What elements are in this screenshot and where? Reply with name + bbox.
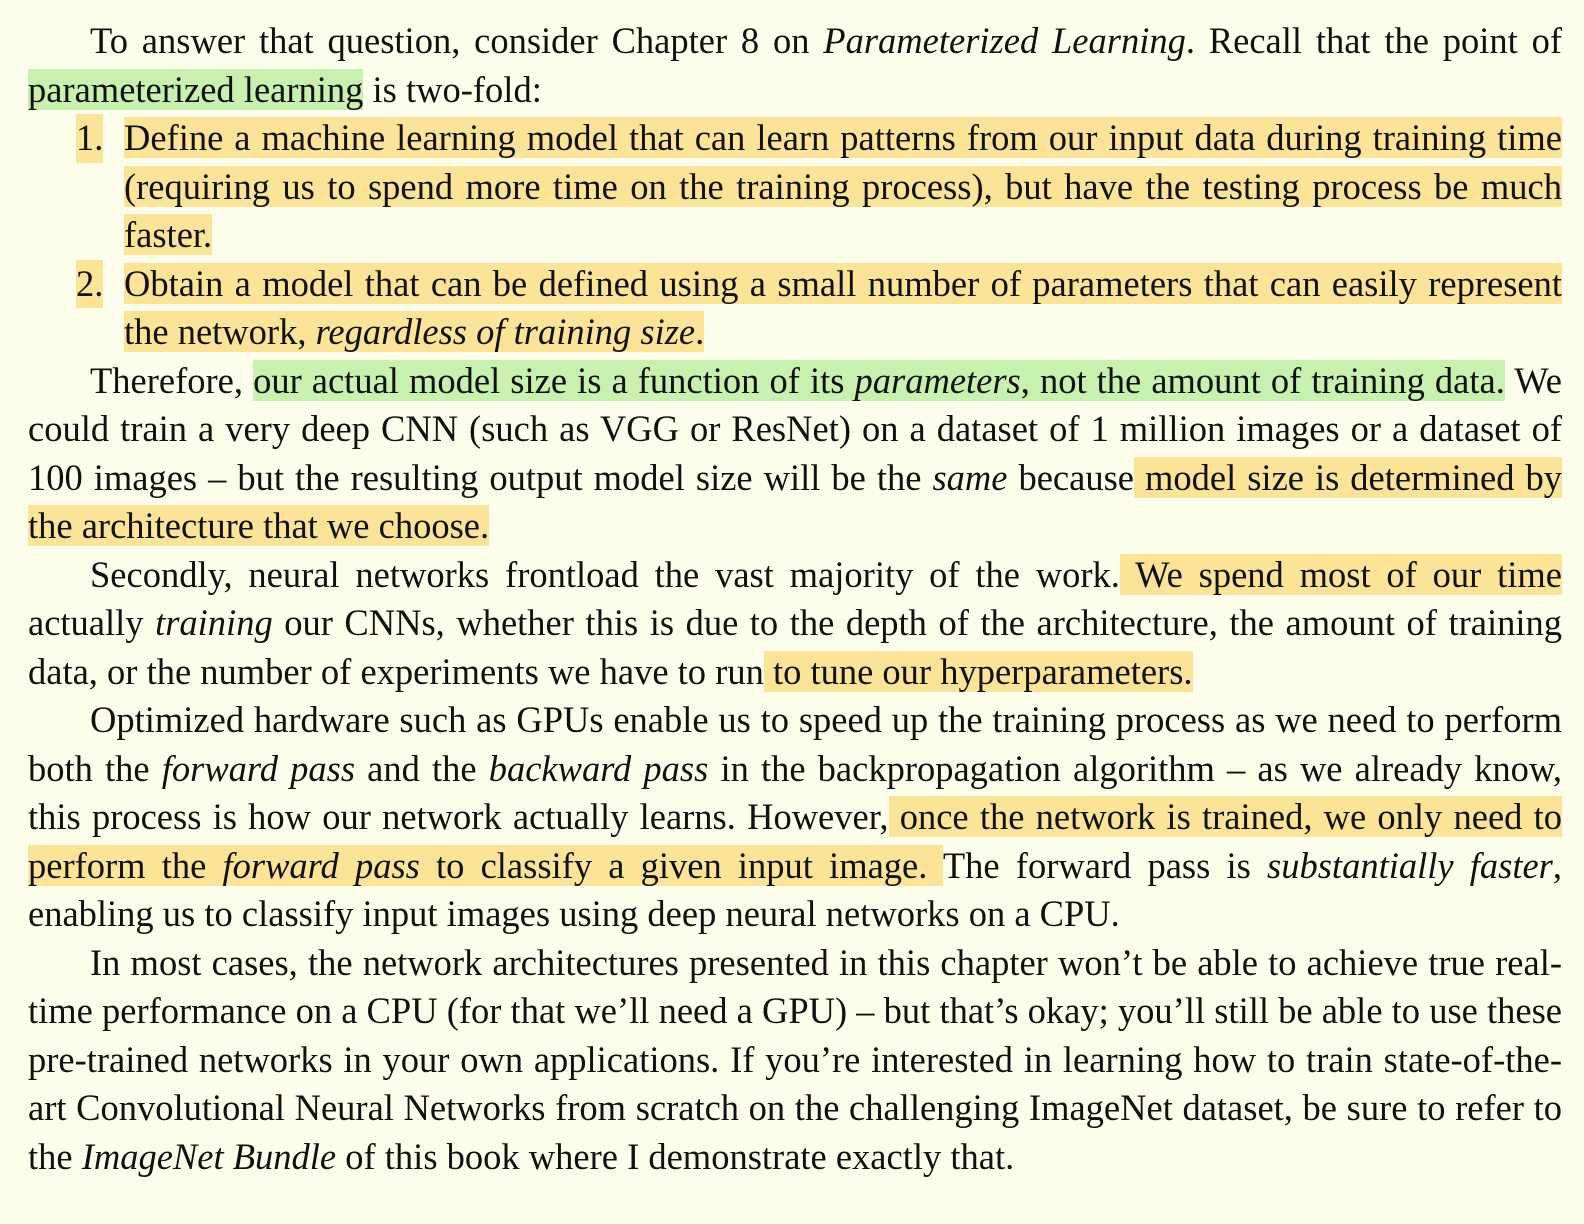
text: Obtain a model that can be defined using a small number of parameters that can easily represent the network, [124,262,1562,352]
italic-text: substantially faster [1267,844,1553,886]
text: , not the amount of training data. [1020,359,1505,401]
text: Secondly, neural networks frontload the vast majority of the work. [90,553,1120,595]
text: Optimized hardware such as GPUs enable us to speed up the training process as we need to perform both the [28,699,1562,789]
text: of this book where I demonstrate exactly that. [336,1135,1015,1177]
text: The forward pass is [942,844,1268,886]
italic-text: same [932,456,1008,498]
italic-text: forward pass [222,844,420,886]
list-number: 2. [76,260,103,309]
text: to classify a given input image. [419,844,943,886]
text: In most cases, the network architectures presented in this chapter won’t be able to achieve true real-time performance on a CPU (for that we’ll need a GPU) – but that’s okay; you’ll still be able to use these pre-trained networks in your own applications. If you’re interested in learning how to train state-of-the-art Convolutional Neural Networks from scratch on the challenging ImageNet dataset, be sure to refer to the [28,941,1562,1177]
text: is two-fold: [363,68,542,110]
text: To answer that question, consider Chapter 8 on [90,20,824,61]
text: actually [28,602,156,643]
text: once the network is trained, we only need to perform the [28,796,1562,886]
yellow-highlight [124,263,1562,353]
list-item [28,260,1562,357]
italic-text: regardless of training size [315,311,696,352]
text: in the backpropagation algorithm – as we already know, this process is how our network actually learns. However, [28,747,1562,837]
paragraph-model-size [28,357,1562,551]
list-number: 1. [76,114,103,163]
italic-text: parameters [854,359,1021,401]
italic-text: training [155,602,273,643]
text: our CNNs, whether this is due to the depth of the architecture, the amount of training data, or the number of experiments we have to run [28,602,1562,692]
paragraph-intro [28,17,1562,114]
paragraph-realtime [28,939,1562,1182]
text: . [695,311,705,352]
paragraph-hardware [28,696,1562,939]
list-item [28,114,1562,260]
italic-text: forward pass [161,747,356,789]
italic-text: Parameterized Learning [823,20,1186,61]
numbered-list [28,114,1562,357]
paragraph-frontload [28,551,1562,697]
yellow-highlight: We spend most of our time [1119,553,1562,595]
italic-text: backward pass [488,747,709,789]
italic-text: ImageNet Bundle [81,1135,337,1177]
yellow-highlight: model size is determined by the architecture that we choose. [28,456,1562,546]
text: , enabling us to classify input images using deep neural networks on a CPU. [28,844,1563,934]
green-highlight: parameterized learning [28,68,364,110]
text: Therefore, [90,359,254,401]
text: our actual model size is a function of its [253,359,855,401]
text: and the [355,747,489,789]
green-highlight [253,360,1505,401]
text: We could train a very deep CNN (such as VGG or ResNet) on a dataset of 1 million images or a dataset of 100 images – but the resulting output model size will be the [28,359,1562,498]
yellow-highlight: to tune our hyperparameters. [763,650,1193,692]
yellow-highlight: Define a machine learning model that can learn patterns from our input data during training time (requiring us to spend more time on the training process), but have the testing process be much faster. [124,117,1562,255]
text: . Recall that the point of [1185,20,1562,61]
text: because [1007,456,1134,498]
